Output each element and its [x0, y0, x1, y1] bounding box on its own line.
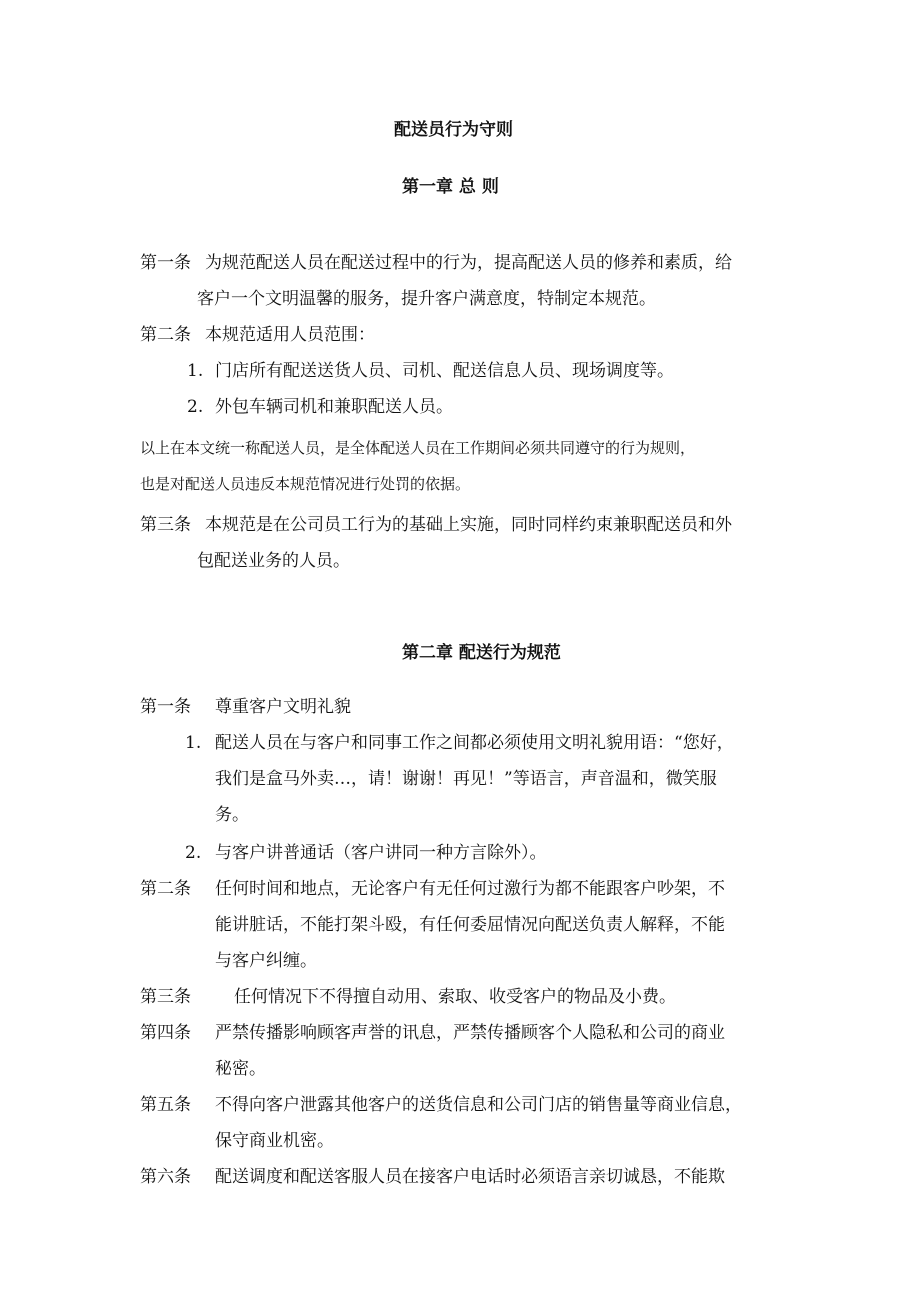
ch2-item-2-number: 2.: [185, 843, 202, 863]
ch2-article-5-line-2: 保守商业机密。: [215, 1131, 334, 1151]
ch1-note-line-2: 也是对配送人员违反本规范情况进行处罚的依据。: [140, 475, 471, 493]
ch2-article-1-label: 第一条: [140, 697, 191, 717]
ch2-article-6-label: 第六条: [140, 1167, 191, 1187]
ch2-article-2-line-3: 与客户纠缠。: [215, 951, 317, 971]
ch1-article-3-label: 第三条: [140, 515, 191, 535]
ch1-item-1-text: 门店所有配送送货人员、司机、配送信息人员、现场调度等。: [215, 361, 674, 381]
ch2-item-1-line-3: 务。: [215, 805, 249, 825]
ch1-article-2-text: 本规范适用人员范围：: [205, 325, 375, 345]
document-title: 配送员行为守则: [394, 120, 513, 140]
ch2-item-1-number: 1.: [185, 733, 202, 753]
ch1-article-2-label: 第二条: [140, 325, 191, 345]
ch2-article-2-label: 第二条: [140, 879, 191, 899]
ch1-article-1-label: 第一条: [140, 253, 191, 273]
ch2-article-5-label: 第五条: [140, 1095, 191, 1115]
ch1-item-2-number: 2.: [187, 397, 204, 417]
ch2-article-5-line-1: 不得向客户泄露其他客户的送货信息和公司门店的销售量等商业信息，: [215, 1095, 742, 1115]
ch2-article-4-line-2: 秘密。: [215, 1059, 266, 1079]
ch2-item-1-line-2: 我们是盒马外卖…，请！谢谢！再见！”等语言，声音温和，微笑服: [215, 769, 717, 789]
ch1-item-2-text: 外包车辆司机和兼职配送人员。: [215, 397, 453, 417]
ch2-article-2-line-1: 任何时间和地点，无论客户有无任何过激行为都不能跟客户吵架，不: [215, 879, 725, 899]
ch2-article-1-text: 尊重客户文明礼貌: [215, 697, 351, 717]
ch1-article-3-line-2: 包配送业务的人员。: [197, 551, 350, 571]
ch1-article-1-line-1: 为规范配送人员在配送过程中的行为，提高配送人员的修养和素质，给: [205, 253, 732, 273]
ch2-article-6-line-1: 配送调度和配送客服人员在接客户电话时必须语言亲切诚恳，不能欺: [215, 1167, 725, 1187]
ch2-article-3-label: 第三条: [140, 987, 191, 1007]
ch2-item-2-text: 与客户讲普通话（客户讲同一种方言除外）。: [215, 843, 547, 863]
chapter-1-heading: 第一章 总 则: [402, 177, 499, 197]
ch1-article-3-line-1: 本规范是在公司员工行为的基础上实施，同时同样约束兼职配送员和外: [205, 515, 732, 535]
ch2-article-3-text: 任何情况下不得擅自动用、索取、收受客户的物品及小费。: [234, 987, 676, 1007]
ch2-item-1-line-1: 配送人员在与客户和同事工作之间都必须使用文明礼貌用语：“您好，: [215, 733, 734, 753]
chapter-2-heading: 第二章 配送行为规范: [402, 643, 561, 663]
ch2-article-2-line-2: 能讲脏话，不能打架斗殴，有任何委屈情况向配送负责人解释，不能: [215, 915, 725, 935]
ch1-article-1-line-2: 客户一个文明温馨的服务，提升客户满意度，特制定本规范。: [197, 289, 656, 309]
ch1-item-1-number: 1.: [187, 361, 204, 381]
ch1-note-line-1: 以上在本文统一称配送人员，是全体配送人员在工作期间必须共同遵守的行为规则，: [140, 439, 696, 457]
ch2-article-4-line-1: 严禁传播影响顾客声誉的讯息，严禁传播顾客个人隐私和公司的商业: [215, 1023, 725, 1043]
ch2-article-4-label: 第四条: [140, 1023, 191, 1043]
